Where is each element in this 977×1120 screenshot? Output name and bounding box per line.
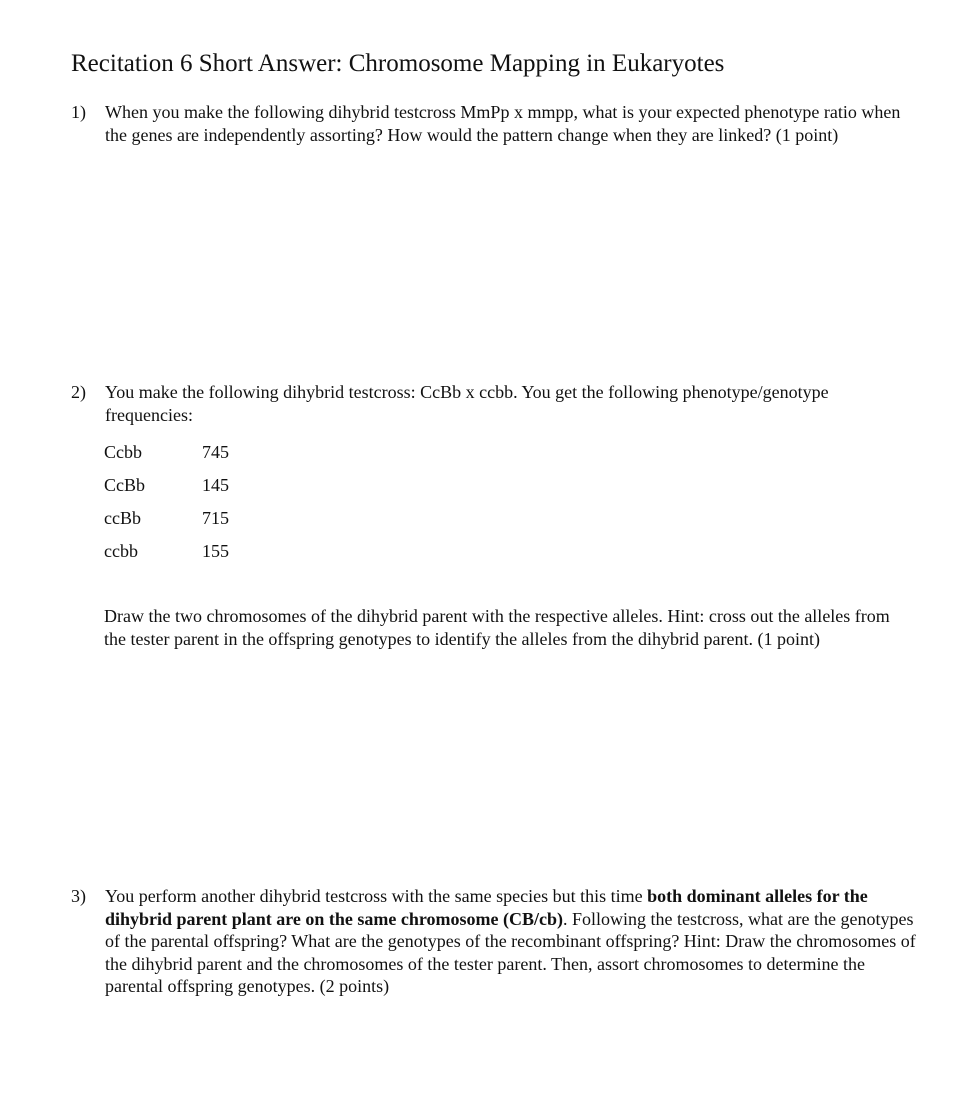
question-text-bold: both dominant alleles for the dihybrid parent plant are on the same chromosome (CB/cb) xyxy=(105,886,868,929)
frequency-value: 715 xyxy=(202,508,229,528)
question-number: 1) xyxy=(71,102,86,122)
page-title: Recitation 6 Short Answer: Chromosome Mapping in Eukaryotes xyxy=(71,50,725,77)
question-2-followup: Draw the two chromosomes of the dihybrid parent with the respective alleles. Hint: cross out the alleles from the tester parent in the offspring genotypes to identify the alleles from the dihybrid parent. (1 point) xyxy=(104,606,890,649)
genotype-label: CcBb xyxy=(104,475,146,495)
question-text: When you make the following dihybrid testcross MmPp x mmpp, what is your expected phenotype ratio when the genes are independently assorting? How would the pattern change when they are linked? (1 point) xyxy=(105,102,901,145)
genotype-label: ccBb xyxy=(104,508,141,528)
question-number: 3) xyxy=(71,886,86,906)
question-3 xyxy=(71,885,921,998)
frequency-value: 745 xyxy=(202,442,229,462)
frequency-value: 155 xyxy=(202,541,229,561)
question-text: You make the following dihybrid testcross: CcBb x ccbb. You get the following phenotype/genotype frequencies: xyxy=(105,382,829,425)
question-text-part: . Following the testcross, what are the genotypes of the parental offspring? What are the genotypes of the recombinant offspring? Hint: Draw the chromosomes of the dihybrid parent and the chromosomes of the tester parent. Then, assort chromosomes to determine the parental offspring genotypes. (2 points) xyxy=(105,908,916,996)
genotype-label: ccbb xyxy=(104,541,138,561)
question-2 xyxy=(71,381,921,426)
genotype-label: Ccbb xyxy=(104,442,142,462)
question-number: 2) xyxy=(71,382,86,402)
question-1 xyxy=(71,101,921,146)
question-text xyxy=(105,885,921,998)
question-text-part: You perform another dihybrid testcross with the same species but this time xyxy=(105,886,648,906)
frequency-value: 145 xyxy=(202,475,229,495)
